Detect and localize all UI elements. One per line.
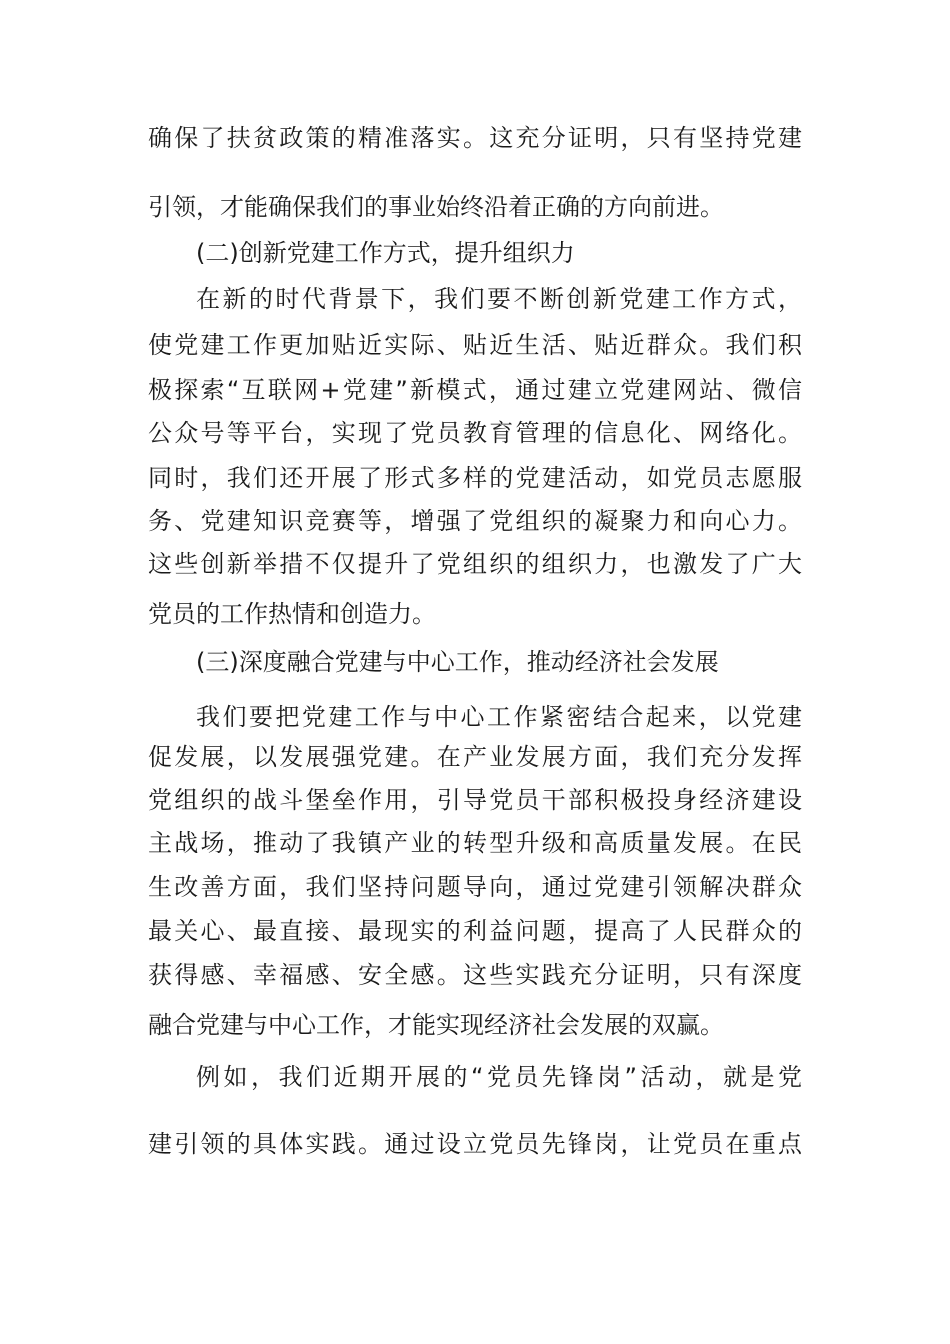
paragraph-line: 引领，才能确保我们的事业始终沿着正确的方向前进。 — [148, 193, 724, 221]
paragraph-line: 使党建工作更加贴近实际、贴近生活、贴近群众。我们积 — [148, 331, 802, 359]
paragraph-line: 建引领的具体实践。通过设立党员先锋岗，让党员在重点 — [148, 1130, 802, 1158]
paragraph-line: 同时，我们还开展了形式多样的党建活动，如党员志愿服 — [148, 464, 802, 492]
paragraph-line: 极探索“互联网+党建”新模式，通过建立党建网站、微信 — [148, 376, 802, 404]
paragraph-line: 在新的时代背景下，我们要不断创新党建工作方式， — [196, 285, 802, 313]
section-heading: (三)深度融合党建与中心工作，推动经济社会发展 — [196, 648, 719, 676]
paragraph-line: 确保了扶贫政策的精准落实。这充分证明，只有坚持党建 — [148, 124, 802, 152]
paragraph-line: 我们要把党建工作与中心工作紧密结合起来，以党建 — [196, 703, 802, 731]
paragraph-line: 融合党建与中心工作，才能实现经济社会发展的双赢。 — [148, 1011, 724, 1039]
paragraph-line: 党组织的战斗堡垒作用，引导党员干部积极投身经济建设 — [148, 786, 802, 814]
paragraph-line: 例如，我们近期开展的“党员先锋岗”活动，就是党 — [196, 1063, 802, 1091]
paragraph-line: 务、党建知识竞赛等，增强了党组织的凝聚力和向心力。 — [148, 507, 802, 535]
paragraph-line: 这些创新举措不仅提升了党组织的组织力，也激发了广大 — [148, 550, 802, 578]
paragraph-line: 公众号等平台，实现了党员教育管理的信息化、网络化。 — [148, 419, 802, 447]
paragraph-line: 最关心、最直接、最现实的利益问题，提高了人民群众的 — [148, 917, 802, 945]
paragraph-line: 促发展，以发展强党建。在产业发展方面，我们充分发挥 — [148, 743, 802, 771]
section-heading: (二)创新党建工作方式，提升组织力 — [196, 239, 575, 267]
paragraph-line: 主战场，推动了我镇产业的转型升级和高质量发展。在民 — [148, 829, 802, 857]
paragraph-line: 获得感、幸福感、安全感。这些实践充分证明，只有深度 — [148, 961, 802, 989]
paragraph-line: 党员的工作热情和创造力。 — [148, 600, 436, 628]
paragraph-line: 生改善方面，我们坚持问题导向，通过党建引领解决群众 — [148, 873, 802, 901]
